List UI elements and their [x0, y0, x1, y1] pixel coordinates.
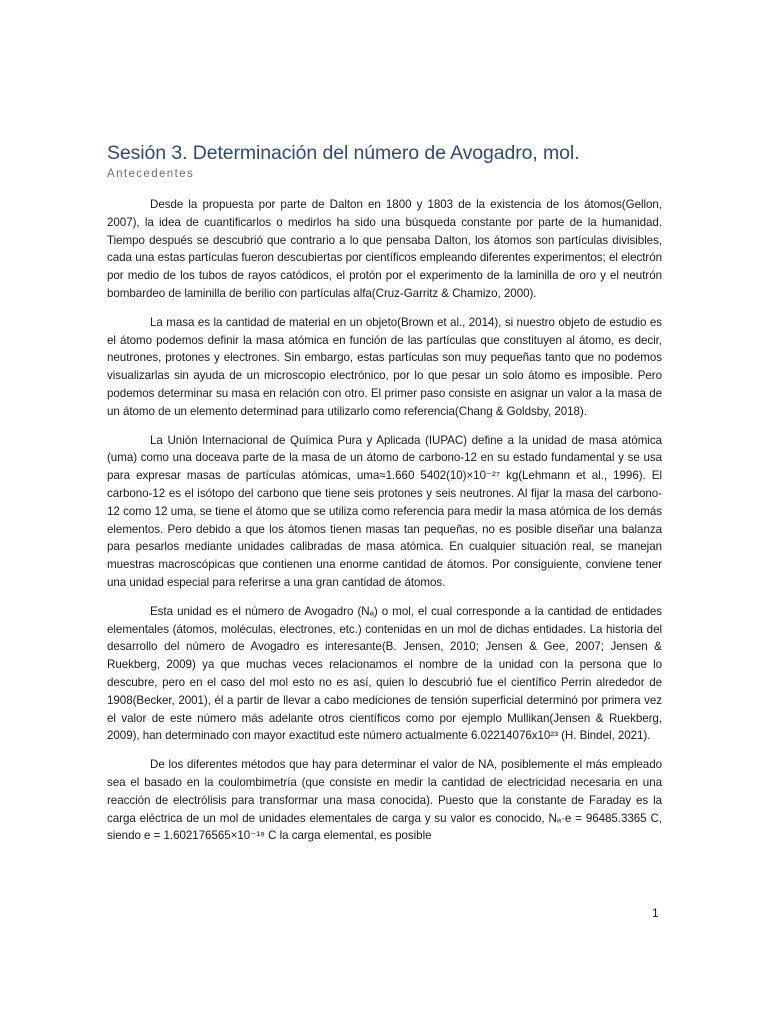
page-content [107, 140, 662, 845]
paragraph: De los diferentes métodos que hay para determinar el valor de NA, posiblemente el más empleado sea el basado en la coulombimetría (que consiste en medir la cantidad de electricidad necesaria en una reacción de electrólisis para transformar una masa conocida). Puesto que la constante de Faraday es la carga eléctrica de un mol de unidades elementales de carga y su valor es conocido, Nₐ·e = 96485.3365 C, siendo e = 1.602176565×10⁻¹⁹ C la carga elemental, es posible [107, 758, 662, 843]
section-title: Sesión 3. Determinación del número de Avogadro, mol. [107, 142, 580, 164]
section-subtitle: Antecedentes [107, 168, 195, 180]
paragraph: La masa es la cantidad de material en un objeto(Brown et al., 2014), si nuestro objeto de estudio es el átomo podemos definir la masa atómica en función de las partículas que constituyen al átomo, es decir, neutrones, protones y electrones. Sin embargo, estas partículas son muy pequeñas tanto que no podemos visualizarlas sin ayuda de un microscopio electrónico, por lo que pesar un solo átomo es imposible. Pero podemos determinar su masa en relación con otro. El primer paso consiste en asignar un valor a la masa de un átomo de un elemento determinad para utilizarlo como referencia(Chang & Goldsby, 2018). [107, 315, 662, 418]
paragraph: Esta unidad es el número de Avogadro (Nₐ) o mol, el cual corresponde a la cantidad de entidades elementales (átomos, moléculas, electrones, etc.) contenidas en un mol de dichas entidades. La historia del desarrollo del número de Avogadro es interesante(B. Jensen, 2010; Jensen & Gee, 2007; Jensen & Ruekberg, 2009) ya que muchas veces relacionamos el nombre de la unidad con la persona que lo descubre, pero en el caso del mol esto no es así, quien lo descubrió fue el científico Perrin alrededor de 1908(Becker, 2001), él a partir de llevar a cabo mediciones de tensión superficial determinó por primera vez el valor de este número más adelante otros científicos como por ejemplo Mullikan(Jensen & Ruekberg, 2009), han determinado con mayor exactitud este número actualmente 6.02214076x10²³ (H. Bindel, 2021). [107, 604, 662, 743]
paragraph: Desde la propuesta por parte de Dalton en 1800 y 1803 de la existencia de los átomos(Gellon, 2007), la idea de cuantificarlos o medirlos ha sido una búsqueda constante por parte de la humanidad. Tiempo después se descubrió que contrario a lo que pensaba Dalton, los átomos son partículas divisibles, cada una estas partículas fueron descubiertas por científicos empleando diferentes experimentos; el electrón por medio de los tubos de rayos catódicos, el protón por el experimento de la laminilla de oro y el neutrón bombardeo de laminilla de berilio con partículas alfa(Cruz-Garritz & Chamizo, 2000). [107, 198, 662, 300]
paragraph: La Unión Internacional de Química Pura y Aplicada (IUPAC) define a la unidad de masa atómica (uma) como una doceava parte de la masa de un átomo de carbono-12 en su estado fundamental y se usa para expresar masas de partículas atómicas, uma≈1.660 5402(10)×10⁻²⁷ kg(Lehmann et al., 1996). El carbono-12 es el isótopo del carbono que tiene seis protones y seis neutrones. Al fijar la masa del carbono-12 como 12 uma, se tiene el átomo que se utiliza como referencia para medir la masa atómica de los demás elementos. Pero debido a que los átomos tienen masas tan pequeñas, no es posible diseñar una balanza para pesarlos mediante unidades calibradas de masa atómica. En cualquier situación real, se manejan muestras macroscópicas que contienen una enorme cantidad de átomos. Por consiguiente, conviene tener una unidad especial para referirse a una gran cantidad de átomos. [107, 433, 662, 589]
page-number: 1 [652, 906, 659, 920]
